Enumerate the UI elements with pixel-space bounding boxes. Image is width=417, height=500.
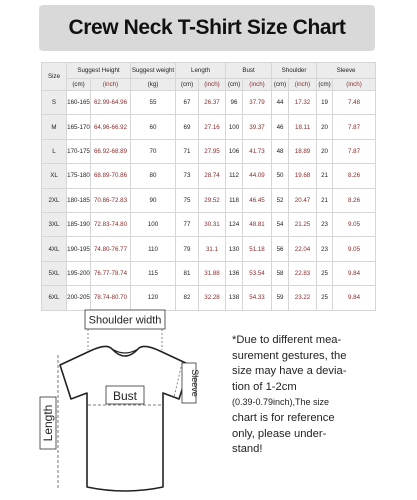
note-line: only, please under- [232, 427, 327, 440]
cell-weight: 100 [131, 212, 176, 236]
unit-inch: (inch) [289, 79, 317, 91]
cell-size: XL [42, 164, 67, 188]
cell-bust-cm: 100 [226, 115, 243, 139]
cell-weight: 55 [131, 91, 176, 115]
cell-height-cm: 160-165 [67, 91, 91, 115]
note-line: (0.39-0.79inch),The size [232, 397, 330, 408]
unit-inch: (inch) [199, 79, 226, 91]
cell-bust-in: 39.37 [243, 115, 272, 139]
cell-sleeve-cm: 23 [317, 212, 333, 236]
cell-bust-in: 46.45 [243, 188, 272, 212]
cell-shoulder-in: 17.32 [289, 91, 317, 115]
unit-cm: (cm) [176, 79, 199, 91]
cell-shoulder-cm: 58 [272, 261, 289, 285]
cell-bust-in: 48.81 [243, 212, 272, 236]
cell-length-in: 29.52 [199, 188, 226, 212]
cell-weight: 120 [131, 286, 176, 310]
cell-bust-in: 54.33 [243, 286, 272, 310]
cell-length-in: 31.1 [199, 237, 226, 261]
cell-shoulder-cm: 48 [272, 139, 289, 163]
cell-bust-cm: 112 [226, 164, 243, 188]
cell-bust-in: 44.09 [243, 164, 272, 188]
cell-sleeve-in: 8.26 [333, 188, 376, 212]
cell-weight: 115 [131, 261, 176, 285]
cell-sleeve-in: 7.87 [333, 115, 376, 139]
cell-weight: 110 [131, 237, 176, 261]
cell-length-cm: 77 [176, 212, 199, 236]
cell-size: 5XL [42, 261, 67, 285]
table-header-row [42, 63, 376, 79]
cell-length-cm: 73 [176, 164, 199, 188]
cell-sleeve-cm: 25 [317, 261, 333, 285]
title-banner [39, 5, 375, 51]
unit-kg: (kg) [131, 79, 176, 91]
unit-inch: (inch) [333, 79, 376, 91]
cell-height-in: 72.83-74.80 [91, 212, 131, 236]
cell-shoulder-in: 18.89 [289, 139, 317, 163]
cell-height-cm: 200-205 [67, 286, 91, 310]
cell-weight: 80 [131, 164, 176, 188]
cell-sleeve-cm: 25 [317, 286, 333, 310]
cell-bust-cm: 96 [226, 91, 243, 115]
cell-sleeve-cm: 21 [317, 188, 333, 212]
note-line: stand! [232, 443, 263, 456]
cell-shoulder-cm: 59 [272, 286, 289, 310]
unit-inch: (inch) [91, 79, 131, 91]
cell-sleeve-cm: 21 [317, 164, 333, 188]
cell-sleeve-in: 7.48 [333, 91, 376, 115]
cell-bust-in: 37.79 [243, 91, 272, 115]
cell-length-cm: 71 [176, 139, 199, 163]
unit-cm: (cm) [67, 79, 91, 91]
cell-height-in: 78.74-80.70 [91, 286, 131, 310]
table-row [42, 237, 376, 261]
cell-height-cm: 195-200 [67, 261, 91, 285]
cell-shoulder-cm: 56 [272, 237, 289, 261]
measurement-note [232, 333, 372, 458]
cell-shoulder-in: 22.04 [289, 237, 317, 261]
cell-height-in: 74.80-76.77 [91, 237, 131, 261]
cell-bust-in: 41.73 [243, 139, 272, 163]
cell-length-cm: 79 [176, 237, 199, 261]
cell-sleeve-in: 9.84 [333, 286, 376, 310]
cell-length-cm: 69 [176, 115, 199, 139]
cell-height-in: 68.89-70.86 [91, 164, 131, 188]
cell-length-cm: 75 [176, 188, 199, 212]
cell-bust-in: 53.54 [243, 261, 272, 285]
cell-height-in: 70.86-72.83 [91, 188, 131, 212]
cell-sleeve-cm: 20 [317, 115, 333, 139]
table-row [42, 164, 376, 188]
shoulder-width-label: Shoulder width [88, 314, 162, 327]
unit-inch: (inch) [243, 79, 272, 91]
cell-height-cm: 190-195 [67, 237, 91, 261]
note-line: surement gestures, the [232, 349, 347, 362]
size-chart-table [41, 62, 376, 311]
table-units-row [42, 79, 376, 91]
cell-height-cm: 165-170 [67, 115, 91, 139]
note-line: size may have a devia- [232, 365, 347, 378]
cell-sleeve-in: 9.05 [333, 237, 376, 261]
cell-height-cm: 175-180 [67, 164, 91, 188]
cell-size: 3XL [42, 212, 67, 236]
page-title: Crew Neck T-Shirt Size Chart [68, 16, 346, 39]
cell-height-cm: 170-175 [67, 139, 91, 163]
cell-size: 4XL [42, 237, 67, 261]
cell-shoulder-in: 23.22 [289, 286, 317, 310]
cell-bust-cm: 124 [226, 212, 243, 236]
cell-height-in: 62.99-64.96 [91, 91, 131, 115]
header-length: Length [176, 63, 226, 79]
cell-length-cm: 82 [176, 286, 199, 310]
cell-height-cm: 180-185 [67, 188, 91, 212]
cell-size: L [42, 139, 67, 163]
cell-shoulder-in: 21.25 [289, 212, 317, 236]
tshirt-outline [60, 346, 190, 491]
table-row [42, 188, 376, 212]
cell-bust-cm: 138 [226, 286, 243, 310]
cell-shoulder-in: 22.83 [289, 261, 317, 285]
note-line: tion of 1-2cm [232, 380, 297, 393]
header-size: Size [42, 63, 67, 91]
cell-length-in: 28.74 [199, 164, 226, 188]
cell-weight: 90 [131, 188, 176, 212]
cell-shoulder-in: 19.68 [289, 164, 317, 188]
cell-length-in: 27.95 [199, 139, 226, 163]
cell-bust-in: 51.18 [243, 237, 272, 261]
sleeve-label: Sleeve [190, 369, 200, 397]
cell-length-cm: 67 [176, 91, 199, 115]
cell-size: 6XL [42, 286, 67, 310]
cell-height-cm: 185-190 [67, 212, 91, 236]
cell-shoulder-cm: 50 [272, 164, 289, 188]
header-shoulder: Shoulder [272, 63, 317, 79]
unit-cm: (cm) [272, 79, 289, 91]
cell-length-in: 27.16 [199, 115, 226, 139]
unit-cm: (cm) [226, 79, 243, 91]
cell-weight: 70 [131, 139, 176, 163]
cell-bust-cm: 136 [226, 261, 243, 285]
cell-size: S [42, 91, 67, 115]
table-row [42, 91, 376, 115]
cell-shoulder-cm: 44 [272, 91, 289, 115]
cell-height-in: 66.92-68.89 [91, 139, 131, 163]
cell-sleeve-in: 9.84 [333, 261, 376, 285]
cell-length-cm: 81 [176, 261, 199, 285]
bust-label: Bust [112, 389, 138, 403]
note-line: chart is for reference [232, 411, 335, 424]
cell-shoulder-in: 18.11 [289, 115, 317, 139]
cell-sleeve-in: 7.87 [333, 139, 376, 163]
cell-height-in: 76.77-78.74 [91, 261, 131, 285]
note-line: *Due to different mea- [232, 334, 342, 346]
cell-length-in: 30.31 [199, 212, 226, 236]
cell-sleeve-cm: 20 [317, 139, 333, 163]
cell-length-in: 31.88 [199, 261, 226, 285]
cell-length-in: 32.28 [199, 286, 226, 310]
table-row [42, 261, 376, 285]
table-body [42, 91, 376, 311]
table-row [42, 115, 376, 139]
cell-bust-cm: 130 [226, 237, 243, 261]
cell-sleeve-cm: 19 [317, 91, 333, 115]
cell-shoulder-cm: 52 [272, 188, 289, 212]
header-weight: Suggest weight [131, 63, 176, 79]
cell-bust-cm: 106 [226, 139, 243, 163]
header-height: Suggest Height [67, 63, 131, 79]
cell-shoulder-in: 20.47 [289, 188, 317, 212]
cell-length-in: 26.37 [199, 91, 226, 115]
table-row [42, 212, 376, 236]
cell-shoulder-cm: 46 [272, 115, 289, 139]
cell-sleeve-in: 8.26 [333, 164, 376, 188]
tshirt-measurement-diagram [30, 305, 220, 500]
cell-weight: 60 [131, 115, 176, 139]
cell-bust-cm: 118 [226, 188, 243, 212]
cell-size: M [42, 115, 67, 139]
header-sleeve: Sleeve [317, 63, 376, 79]
cell-size: 2XL [42, 188, 67, 212]
cell-sleeve-cm: 23 [317, 237, 333, 261]
cell-height-in: 64.96-66.92 [91, 115, 131, 139]
cell-sleeve-in: 9.05 [333, 212, 376, 236]
length-label: Length [41, 404, 55, 442]
header-bust: Bust [226, 63, 272, 79]
table-row [42, 139, 376, 163]
cell-shoulder-cm: 54 [272, 212, 289, 236]
unit-cm: (cm) [317, 79, 333, 91]
